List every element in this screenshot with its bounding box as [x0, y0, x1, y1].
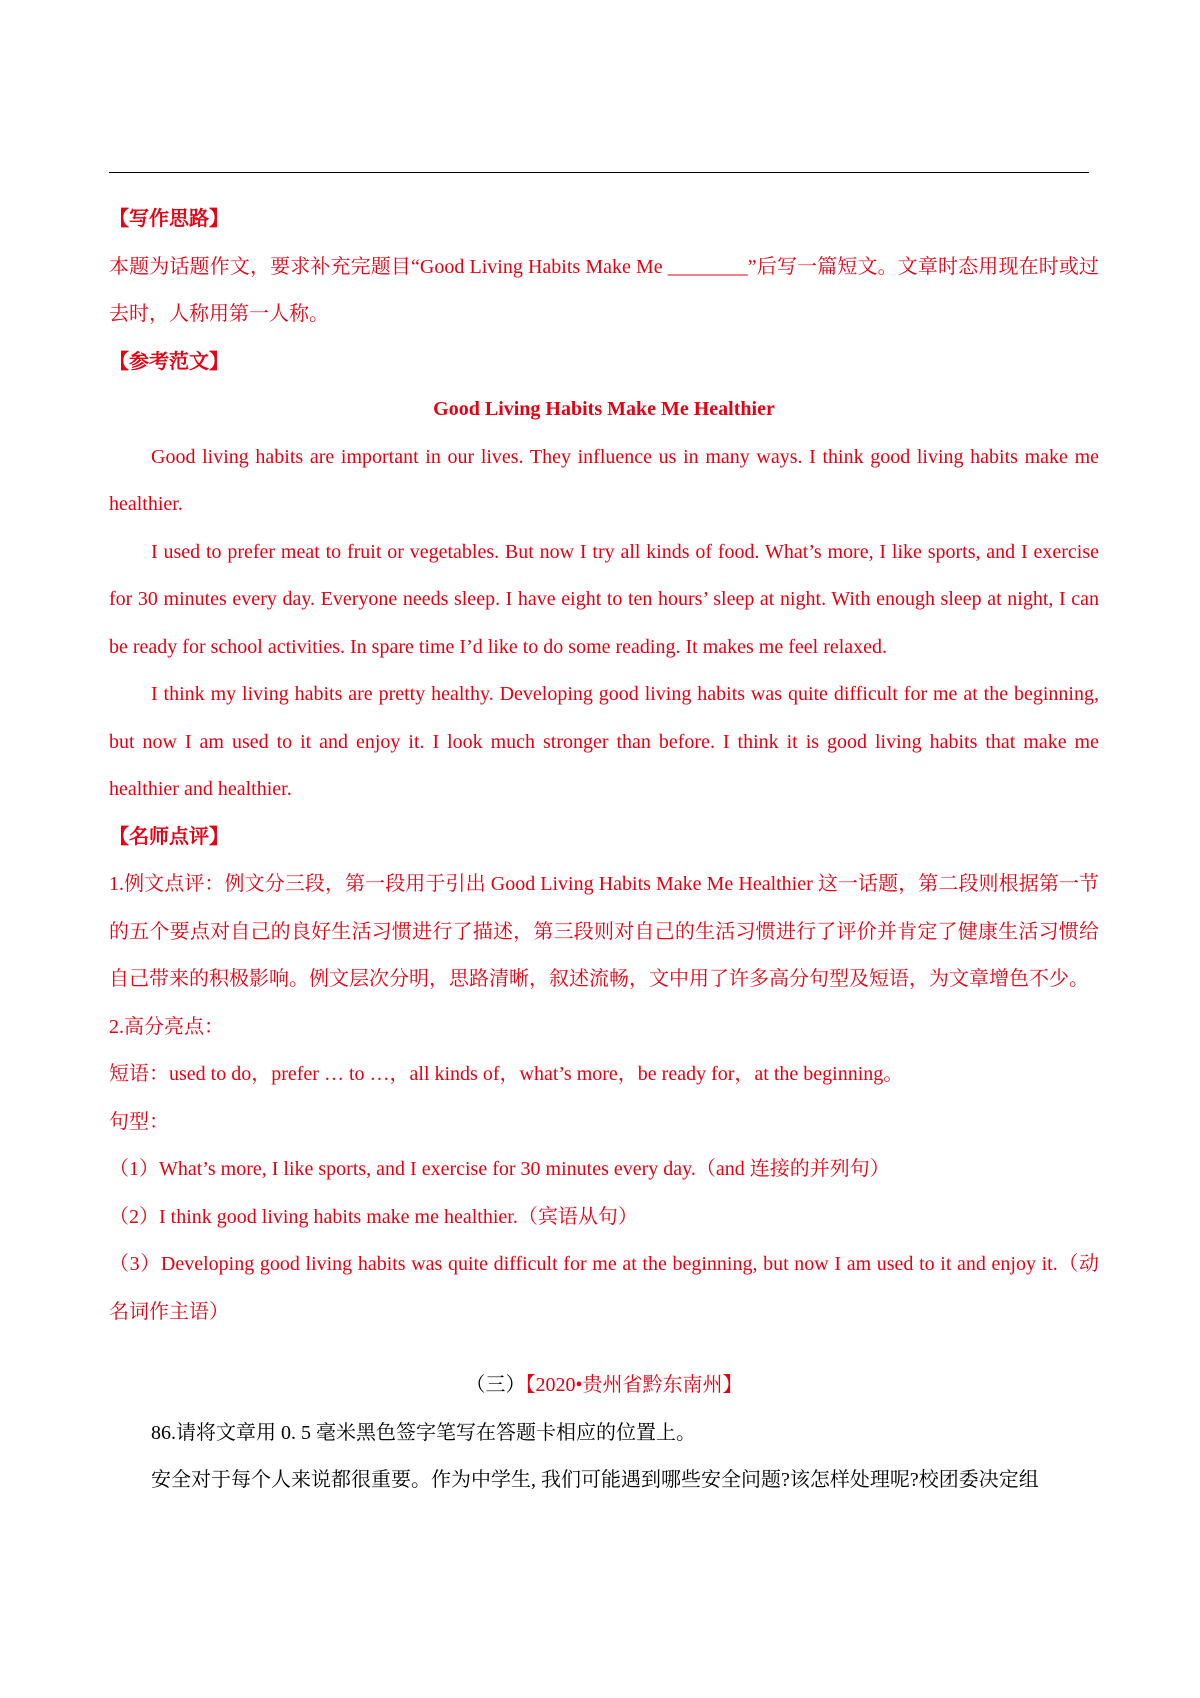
- review-heading: 【名师点评】: [109, 825, 229, 848]
- section-prompt: 安全对于每个人来说都很重要。作为中学生, 我们可能遇到哪些安全问题?该怎样处理呢?校团委决定组: [151, 1469, 1039, 1491]
- review-sentence-1: （1）What’s more, I like sports, and I exercise for 30 minutes every day.（and 连接的并列句）: [109, 1158, 890, 1180]
- review-point-2: 2.高分亮点：: [109, 1015, 224, 1038]
- section-number: （三）: [465, 1374, 526, 1396]
- review-sentences-label: 句型：: [109, 1110, 169, 1133]
- section-source: 【2020•贵州省黔东南州】: [525, 1374, 743, 1396]
- writing-idea-heading: 【写作思路】: [109, 208, 229, 230]
- document-content: [109, 196, 1099, 1505]
- review-sentence-3: （3）Developing good living habits was quite difficult for me at the beginning, but now I am used to it and enjoy it.（动名词作主语）: [109, 1253, 1099, 1323]
- section-instruction: 86.请将文章用 0. 5 毫米黑色签字笔写在答题卡相应的位置上。: [151, 1421, 696, 1444]
- section-title: [109, 1362, 1099, 1410]
- essay-title: Good Living Habits Make Me Healthier: [433, 398, 775, 420]
- essay-paragraph-2: I used to prefer meat to fruit or vegetables. But now I try all kinds of food. What’s more, I like sports, and I exercise for 30 minutes every day. Everyone needs sleep. I have eight to ten hours’ sleep at night. With enough sleep at night, I can be ready for school activities. In spare time I’d like to do some reading. It makes me feel relaxed.: [109, 540, 1099, 658]
- review-point-1: 1.例文点评：例文分三段，第一段用于引出 Good Living Habits Make Me Healthier 这一话题，第二段则根据第一节的五个要点对自己的良好生活习惯进行了描述，第三段则对自己的生活习惯进行了评价并肯定了健康生活习惯给自己带来的积极影响。例文层次分明，思路清晰，叙述流畅，文中用了许多高分句型及短语，为文章增色不少。: [109, 873, 1099, 990]
- essay-paragraph-1: Good living habits are important in our lives. They influence us in many ways. I think good living habits make me healthier.: [109, 445, 1099, 515]
- review-sentence-2: （2）I think good living habits make me healthier.（宾语从句）: [109, 1205, 638, 1228]
- review-phrases: 短语：used to do，prefer … to …，all kinds of，what’s more，be ready for，at the beginning。: [109, 1063, 904, 1085]
- writing-idea-text: 本题为话题作文，要求补充完题目“Good Living Habits Make Me ________”后写一篇短文。文章时态用现在时或过去时，人称用第一人称。: [109, 255, 1099, 325]
- sample-heading: 【参考范文】: [109, 350, 229, 373]
- essay-paragraph-3: I think my living habits are pretty healthy. Developing good living habits was quite difficult for me at the beginning, but now I am used to it and enjoy it. I look much stronger than before. I think it is good living habits that make me healthier and healthier.: [109, 683, 1099, 800]
- answer-line: [109, 172, 1089, 173]
